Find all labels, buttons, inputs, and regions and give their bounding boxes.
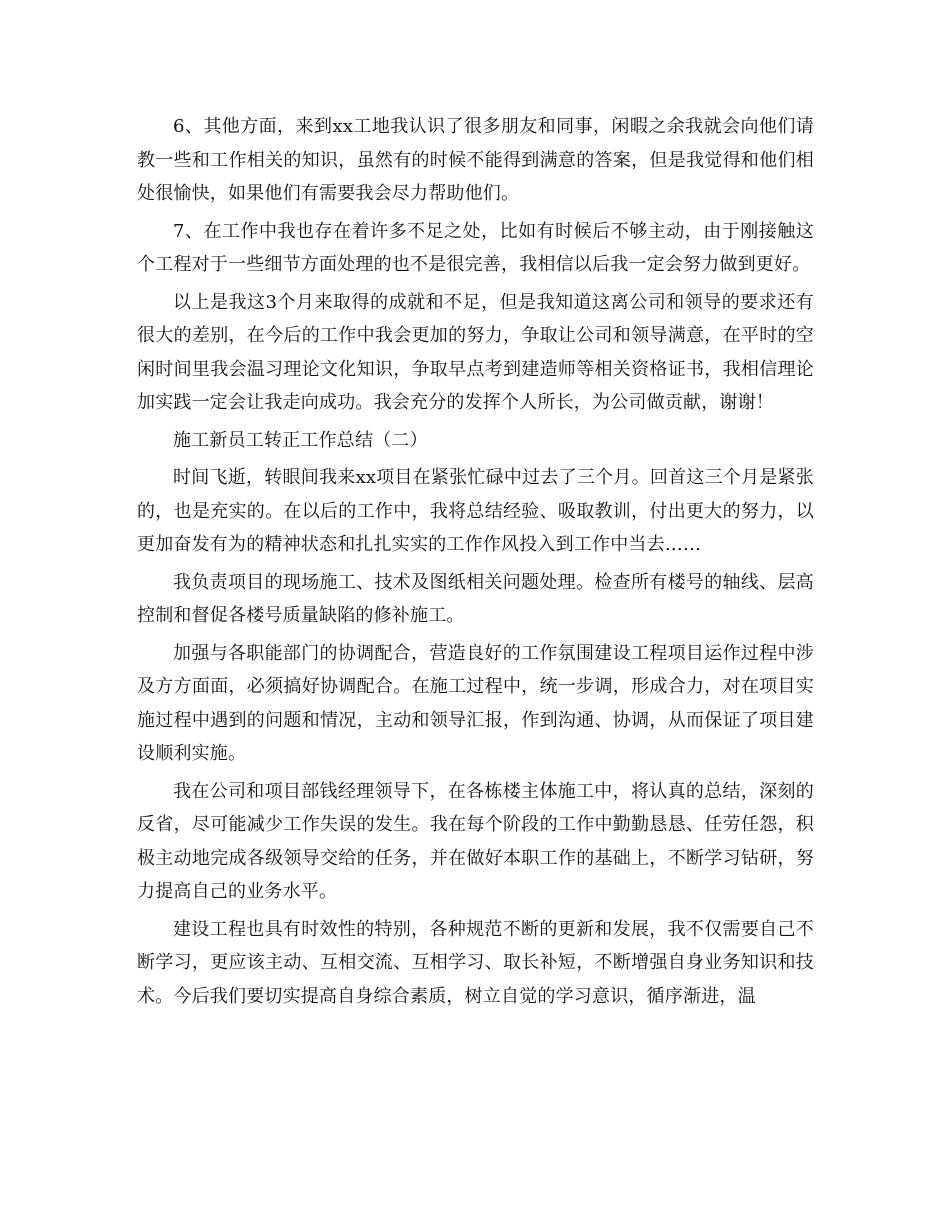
paragraph-item-6-other-aspects: 6、其他方面，来到xx工地我认识了很多朋友和同事，闲暇之余我就会向他们请教一些和工作相关的知识，虽然有的时候不能得到满意的答案，但是我觉得和他们相处很愉快，如果他们有需要我会尽力帮助他们。: [137, 116, 814, 204]
paragraph-responsibilities: 我负责项目的现场施工、技术及图纸相关问题处理。检查所有楼号的轴线、层高控制和督促各楼号质量缺陷的修补施工。: [137, 571, 814, 626]
paragraph-item-7-shortcomings: 7、在工作中我也存在着许多不足之处，比如有时候后不够主动，由于刚接触这个工程对于一些细节方面处理的也不是很完善，我相信以后我一定会努力做到更好。: [137, 220, 814, 275]
paragraph-coordination: 加强与各职能部门的协调配合，营造良好的工作氛围建设工程项目运作过程中涉及方方面面，必须搞好协调配合。在施工过程中，统一步调，形成合力，对在项目实施过程中遇到的问题和情况，主动和领导汇报，作到沟通、协调，从而保证了项目建设顺利实施。: [137, 642, 814, 764]
paragraph-intro: 时间飞逝，转眼间我来xx项目在紧张忙碌中过去了三个月。回首这三个月是紧张的，也是充实的。在以后的工作中，我将总结经验、吸取教训，付出更大的努力，以更加奋发有为的精神状态和扎扎实实的工作作风投入到工作中当去……: [137, 467, 814, 555]
paragraph-conclusion: 以上是我这3个月来取得的成就和不足，但是我知道这离公司和领导的要求还有很大的差别，在今后的工作中我会更加的努力，争取让公司和领导满意，在平时的空闲时间里我会温习理论文化知识，争取早点考到建造师等相关资格证书，我相信理论加实践一定会让我走向成功。我会充分的发挥个人所长，为公司做贡献，谢谢！: [137, 291, 814, 413]
paragraph-continuous-learning: 建设工程也具有时效性的特别，各种规范不断的更新和发展，我不仅需要自己不断学习，更应该主动、互相交流、互相学习、取长补短，不断增强自身业务知识和技术。今后我们要切实提高自身综合素质，树立自觉的学习意识，循序渐进，温: [137, 918, 814, 1007]
section-title: 施工新员工转正工作总结（二）: [173, 429, 428, 451]
paragraph-work-attitude: 我在公司和项目部钱经理领导下，在各栋楼主体施工中，将认真的总结，深刻的反省，尽可能减少工作失误的发生。我在每个阶段的工作中勤勤恳恳、任劳任怨，积极主动地完成各级领导交给的任务，并在做好本职工作的基础上，不断学习钻研，努力提高自己的业务水平。: [137, 780, 814, 902]
